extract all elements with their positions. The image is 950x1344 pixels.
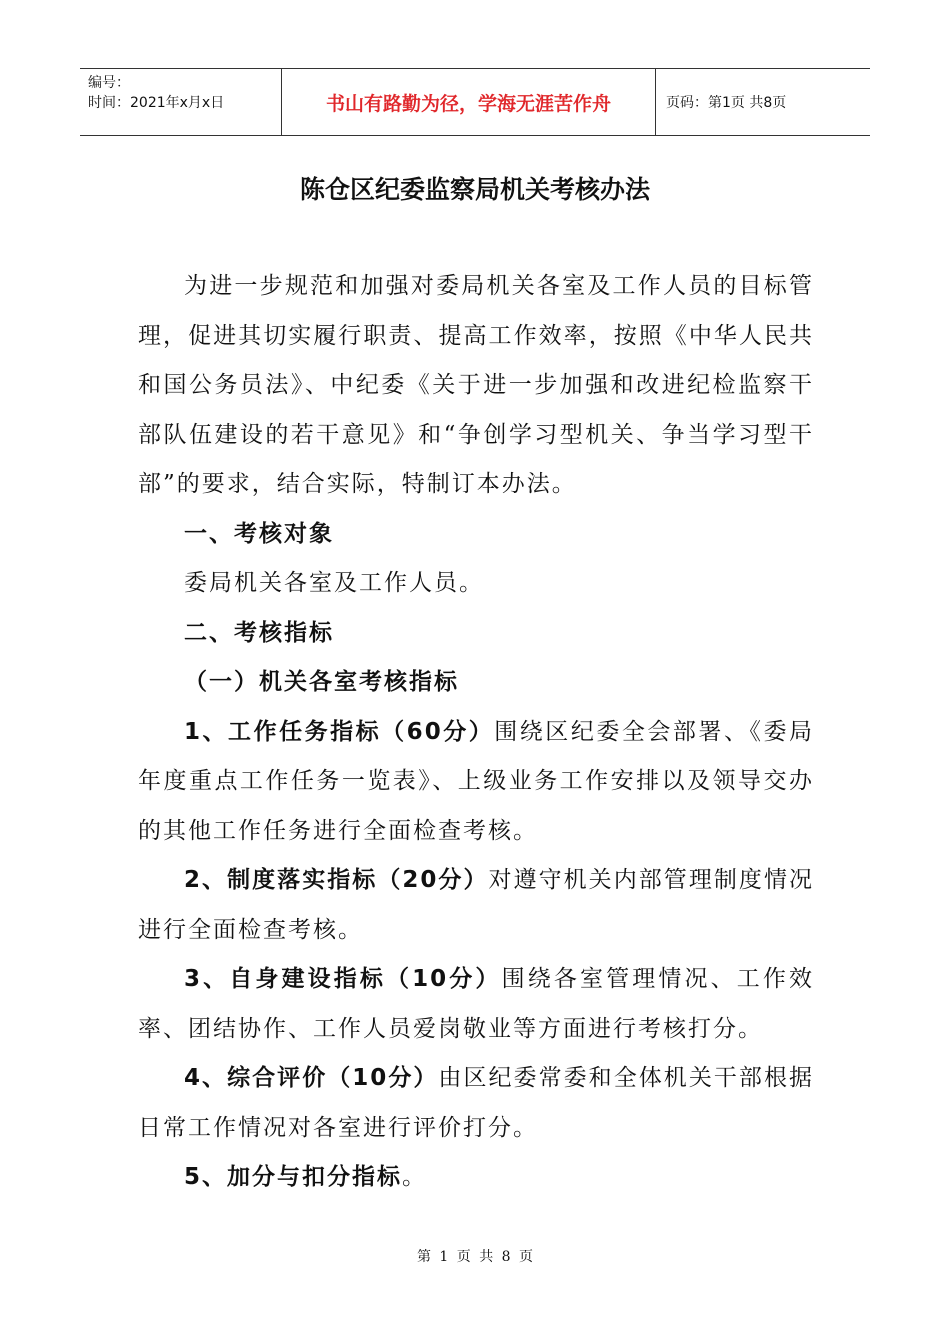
indicator-item-2-text: 对遵守机关内部管理制度情况进行全面检查考核。 — [138, 867, 815, 943]
page-footer: 第 1 页 共 8 页 — [416, 1249, 534, 1265]
indicator-item-2 — [138, 856, 814, 955]
header-motto: 书山有路勤为径，学海无涯苦作舟 — [282, 69, 656, 135]
document-number-label: 编号： — [88, 75, 130, 91]
indicator-item-4 — [138, 1054, 814, 1153]
indicator-item-5 — [138, 1153, 814, 1203]
indicator-item-4-lead: 4、综合评价（10分） — [184, 1065, 439, 1091]
document-body — [138, 262, 814, 1203]
indicator-item-3-text: 围绕各室管理情况、工作效率、团结协作、工作人员爱岗敬业等方面进行考核打分。 — [138, 966, 815, 1042]
document-title: 陈仓区纪委监察局机关考核办法 — [299, 175, 650, 204]
indicator-item-3-lead: 3、自身建设指标（10分） — [184, 966, 502, 992]
indicator-item-1 — [138, 708, 814, 857]
indicator-item-4-text: 由区纪委常委和全体机关干部根据日常工作情况对各室进行评价打分。 — [138, 1065, 814, 1141]
header-page-info: 页码：第1页 共8页 — [666, 95, 787, 111]
indicator-item-3 — [138, 955, 814, 1054]
document-header — [80, 68, 870, 136]
targets-paragraph: 委局机关各室及工作人员。 — [184, 570, 484, 596]
indicator-item-5-lead: 5、加分与扣分指标 — [184, 1164, 403, 1190]
subsection-heading-office-indicators: （一）机关各室考核指标 — [184, 669, 459, 695]
indicator-item-2-lead: 2、制度落实指标（20分） — [184, 867, 489, 893]
indicator-item-1-lead: 1、工作任务指标（60分） — [184, 718, 495, 745]
indicator-item-5-text: 。 — [402, 1164, 428, 1190]
section-heading-targets: 一、考核对象 — [184, 520, 334, 547]
document-time-label: 时间：2021年x月x日 — [88, 95, 225, 111]
section-heading-indicators: 二、考核指标 — [184, 619, 334, 646]
intro-paragraph: 为进一步规范和加强对委局机关各室及工作人员的目标管理，促进其切实履行职责、提高工作效率，按照《中华人民共和国公务员法》、中纪委《关于进一步加强和改进纪检监察干部队伍建设的若干意见》和“争创学习型机关、争当学习型干部”的要求，结合实际，特制订本办法。 — [138, 273, 814, 497]
indicator-item-1-text: 围绕区纪委全会部署、《委局年度重点工作任务一览表》、上级业务工作安排以及领导交办的其他工作任务进行全面检查考核。 — [138, 718, 815, 844]
header-meta-cell — [80, 69, 282, 135]
